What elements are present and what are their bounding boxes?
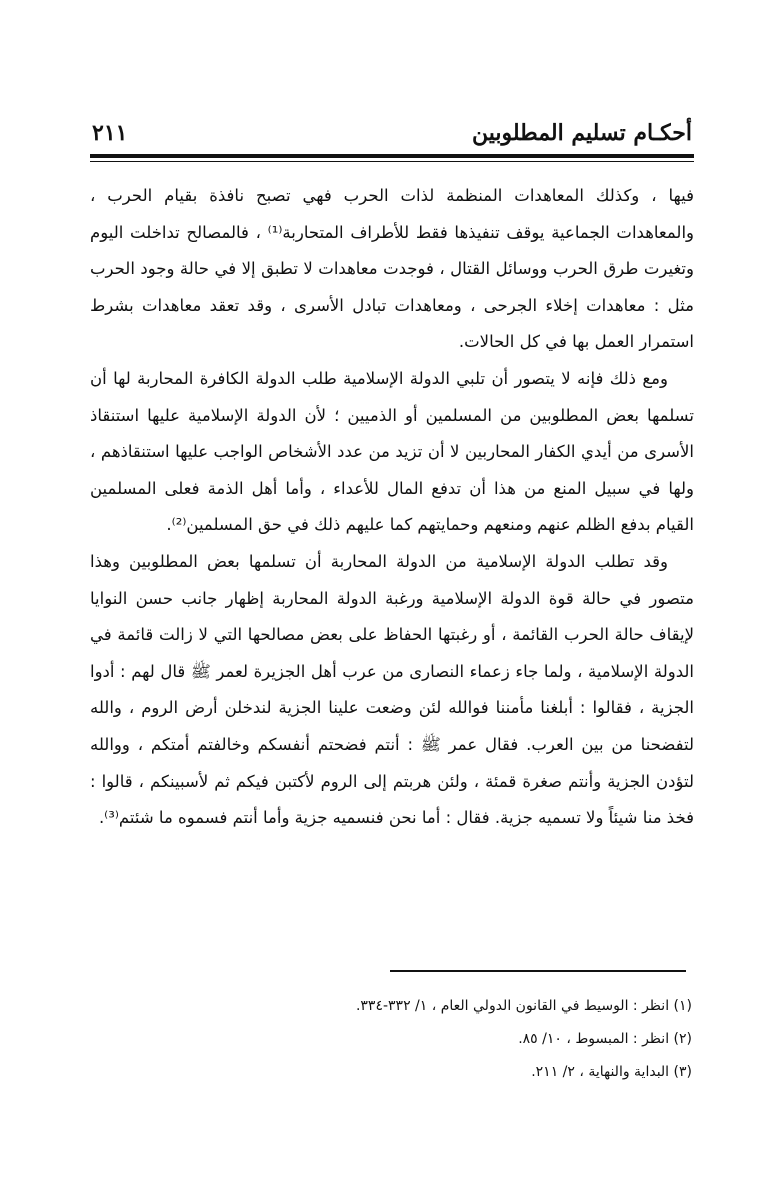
running-title: أحكـام تسليم المطلوبين	[472, 120, 692, 146]
header-rule-thick	[90, 154, 694, 158]
page-number: ٢١١	[92, 120, 128, 146]
footnote: (٢) انظر : المبسوط ، ١٠/ ٨٥.	[518, 1031, 692, 1047]
paragraph: فيها ، وكذلك المعاهدات المنظمة لذات الحرب فهي تصبح نافذة بقيام الحرب ، والمعاهدات الجماعية يوقف تنفيذها فقط للأطراف المتحاربة⁽¹⁾ ، فالمصالح تداخلت اليوم وتغيرت طرق الحرب ووسائل القتال ، فوجدت معاهدات لا تطبق إلا في حالة وجود الحرب مثل : معاهدات إخلاء الجرحى ، ومعاهدات تبادل الأسرى ، وقد تعقد معاهدات بشرط استمرار العمل بها في كل الحالات.	[90, 186, 695, 352]
header-rule-thin	[90, 161, 694, 162]
footnote-divider	[390, 970, 686, 972]
page	[90, 114, 694, 837]
footnote: (٣) البداية والنهاية ، ٢/ ٢١١.	[531, 1064, 692, 1080]
body-text	[90, 178, 694, 837]
paragraph: ومع ذلك فإنه لا يتصور أن تلبي الدولة الإسلامية طلب الدولة الكافرة المحاربة لها أن تسلمها بعض المطلوبين من المسلمين أو الذميين ؛ لأن الدولة الإسلامية عليها استنقاذ الأسرى من أيدي الكفار المحاربين لا أن تزيد من عدد الأشخاص الواجب عليها استنقاذهم ، ولها في سبيل المنع من هذا أن تدفع المال للأعداء ، وأما أهل الذمة فعلى المسلمين القيام بدفع الظلم عنهم ومنعهم وحمايتهم كما عليهم ذلك في حق المسلمين⁽²⁾.	[90, 368, 694, 535]
paragraph: وقد تطلب الدولة الإسلامية من الدولة المحاربة أن تسلمها بعض المطلوبين وهذا متصور في حالة قوة الدولة الإسلامية ورغبة الدولة المحاربة إظهار جانب حسن النوايا لإيقاف حالة الحرب القائمة ، أو رغبتها الحفاظ على بعض مصالحها التي لا زالت قائمة في الدولة الإسلامية ، ولما جاء زعماء النصارى من عرب أهل الجزيرة لعمر ﷺ قال لهم : أدوا الجزية ، فقالوا : أبلغنا مأمننا فوالله لئن وضعت علينا الجزية لندخلن أرض الروم ، والله لتفضحنا من بين العرب. فقال عمر ﷺ : أنتم فضحتم أنفسكم وخالفتم أمتكم ، ووالله لتؤدن الجزية وأنتم صغرة قمئة ، ولئن هربتم إلى الروم لأكتبن فيكم ثم لأسبينكم ، قالوا : فخذ منا شيئاً ولا تسميه جزية. فقال : أما نحن فنسميه جزية وأما أنتم فسموه ما شئتم⁽³⁾.	[90, 551, 694, 828]
page-header	[90, 114, 694, 148]
footnotes	[90, 990, 694, 1089]
footnote: (١) انظر : الوسيط في القانون الدولي العام ، ١/ ٣٣٢-٣٣٤.	[355, 998, 692, 1014]
